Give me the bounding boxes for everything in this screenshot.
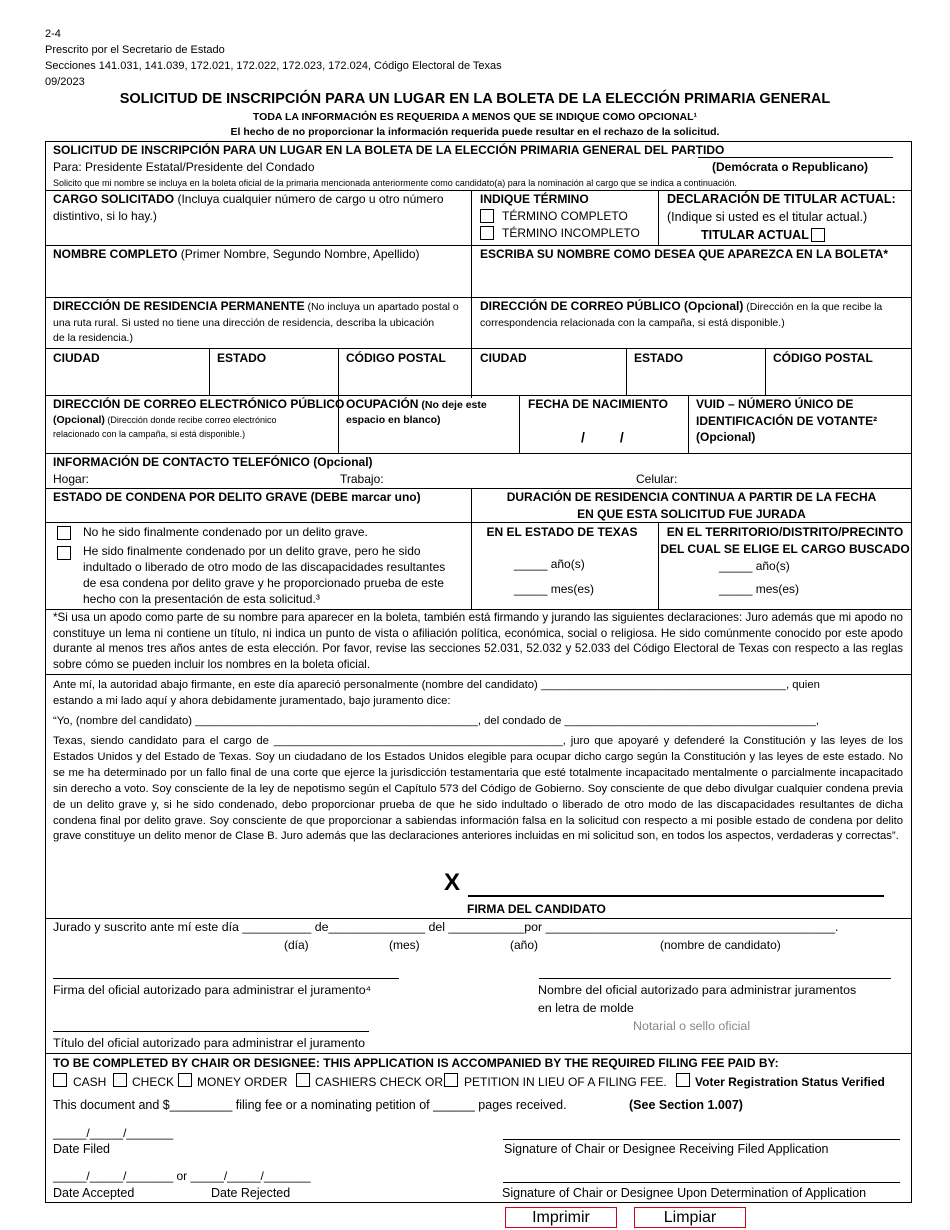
- pardoned-label-4: hecho con la presentación de esta solicitud.³: [83, 592, 320, 606]
- candidate-signature-label: FIRMA DEL CANDIDATO: [467, 902, 606, 916]
- divider: [45, 522, 912, 523]
- occupation-hint-2: espacio en blanco): [346, 414, 441, 426]
- term-label: INDIQUE TÉRMINO: [480, 192, 589, 206]
- territory-years-field[interactable]: _____ año(s): [719, 559, 790, 573]
- divider: [519, 395, 520, 453]
- residence-city-field[interactable]: CIUDAD: [53, 351, 100, 365]
- term-full-checkbox[interactable]: [480, 209, 494, 223]
- addressee: Para: Presidente Estatal/Presidente del Condado: [53, 160, 315, 174]
- office-hint: (Incluya cualquier número de cargo u otro número: [174, 192, 444, 206]
- form-number: 2-4: [45, 28, 61, 40]
- occupation-hint: (No deje este: [418, 399, 487, 411]
- check-checkbox[interactable]: [113, 1073, 127, 1087]
- print-button[interactable]: Imprimir: [505, 1207, 617, 1228]
- divider: [45, 1053, 912, 1054]
- voter-status-checkbox[interactable]: [676, 1073, 690, 1087]
- not-convicted-checkbox[interactable]: [57, 526, 71, 540]
- residence-hint: (No incluya un apartado postal o: [304, 301, 459, 313]
- date-filed-field[interactable]: _____/_____/_______: [53, 1126, 174, 1140]
- check-label: CHECK: [132, 1075, 175, 1089]
- oath-body: Texas, siendo candidato para el cargo de ______________________________________________, juro que apoyaré y defenderé la Constitución y las leyes de los Estados Unidos y del Estado de Texas. Soy un ciudadano de los Estados Unidos elegible para ocupar dicho cargo según la Constitución y las leyes de este estado. No se me ha determinado por un fallo final de una corte que ejerce la jurisdicción testamentaria que esté totalmente incapacitado mentalmente o parcialmente incapacitado sin derecho a voto. Soy consciente de la ley de nepotismo según el Capítulo 573 del Código de Gobierno. Soy consciente de que debo divulgar cualquier condena previa de un delito grave y, si he sido condenado, debo proporcionar prueba de que he sido indultado o liberado de otro modo de las discapacidades resultantes de dicha condena final por delito grave. Soy consciente de que proporcionar a sabiendas información falsa en la solicitud con respecto a mi posible estado de condena por delito grave constituye un delito menor de Clase B. Juro además que las declaraciones anteriores incluidas en mi solicitud son, en todos los aspectos, verdaderas y correctas”.: [53, 735, 903, 843]
- sworn-line: Jurado y suscrito ante mí este día __________ de______________ del ___________por __________________________________________.: [53, 920, 839, 934]
- candidate-name-caption: (nombre de candidato): [660, 938, 781, 952]
- receiving-signature-label: Signature of Chair or Designee Receiving Filed Application: [504, 1142, 829, 1156]
- full-name-hint: (Primer Nombre, Segundo Nombre, Apellido): [177, 247, 420, 261]
- incumbent-check-label: TITULAR ACTUAL: [701, 228, 809, 242]
- see-section: (See Section 1.007): [629, 1098, 743, 1112]
- incumbent-label: DECLARACIÓN DE TITULAR ACTUAL:: [667, 192, 896, 206]
- mailing-zip-field[interactable]: CÓDIGO POSTAL: [773, 351, 873, 365]
- party-heading: SOLICITUD DE INSCRIPCIÓN PARA UN LUGAR EN LA BOLETA DE LA ELECCIÓN PRIMARIA GENERAL DEL PARTIDO: [53, 143, 725, 157]
- officer-title-label: Título del oficial autorizado para administrar el juramento: [53, 1036, 365, 1050]
- residence-zip-field[interactable]: CÓDIGO POSTAL: [346, 351, 446, 365]
- vuid-label-2: IDENTIFICACIÓN DE VOTANTE²: [696, 414, 878, 428]
- email-hint: (Dirección donde recibe correo electrónico: [104, 415, 277, 425]
- office-hint-line2: distintivo, si lo hay.): [53, 209, 157, 223]
- full-name-label: NOMBRE COMPLETO: [53, 247, 178, 261]
- divider: [338, 348, 339, 395]
- divider: [626, 348, 627, 395]
- receiving-signature-line[interactable]: [503, 1139, 900, 1140]
- residence-hint-3: de la residencia.): [53, 332, 133, 344]
- money-order-label: MONEY ORDER: [197, 1075, 288, 1089]
- residence-duration-heading-1: DURACIÓN DE RESIDENCIA CONTINUA A PARTIR DE LA FECHA: [506, 490, 877, 504]
- cashiers-check-label: CASHIERS CHECK OR: [315, 1075, 444, 1089]
- pardoned-label-1: He sido finalmente condenado por un delito grave, pero he sido: [83, 544, 421, 558]
- candidate-signature-line[interactable]: [468, 895, 884, 897]
- determination-signature-line[interactable]: [503, 1182, 900, 1183]
- email-hint-2: relacionado con la campaña, si está disponible.): [53, 429, 246, 439]
- phone-label: INFORMACIÓN DE CONTACTO TELEFÓNICO (Opcional): [53, 455, 373, 469]
- divider: [45, 190, 912, 191]
- vuid-field[interactable]: (Opcional): [696, 430, 756, 444]
- incumbent-hint: (Indique si usted es el titular actual.): [667, 210, 868, 224]
- oath-yo-line: “Yo, (nombre del candidato) _____________________________________________, del condado de ________________________________________,: [53, 715, 819, 727]
- vuid-label-1: VUID – NÚMERO ÚNICO DE: [696, 397, 854, 411]
- divider: [209, 348, 210, 395]
- party-hint: (Demócrata o Republicano): [712, 160, 869, 174]
- prescribed-by: Prescrito por el Secretario de Estado: [45, 44, 225, 56]
- territory-months-field[interactable]: _____ mes(es): [719, 582, 800, 596]
- money-order-checkbox[interactable]: [178, 1073, 192, 1087]
- mailing-hint: (Dirección en la que recibe la: [743, 301, 883, 313]
- divider: [45, 453, 912, 454]
- voter-status-label: Voter Registration Status Verified: [695, 1075, 885, 1089]
- officer-name-line[interactable]: [539, 978, 891, 979]
- mailing-hint-2: correspondencia relacionada con la campaña, si está disponible.): [480, 317, 785, 329]
- residence-label: DIRECCIÓN DE RESIDENCIA PERMANENTE: [53, 299, 305, 313]
- date-rejected-label: Date Rejected: [211, 1186, 291, 1200]
- code-sections: Secciones 141.031, 141.039, 172.021, 172.022, 172.023, 172.024, Código Electoral de Texas: [45, 60, 502, 72]
- rejection-notice: El hecho de no proporcionar la información requerida puede resultar en el rechazo de la solicitud.: [230, 126, 720, 138]
- divider: [45, 918, 912, 919]
- texas-years-field[interactable]: _____ año(s): [514, 557, 585, 571]
- year-caption: (año): [510, 938, 539, 952]
- chair-heading: TO BE COMPLETED BY CHAIR OR DESIGNEE: THIS APPLICATION IS ACCOMPANIED BY THE REQUIRED FILING FEE PAID BY:: [53, 1056, 779, 1070]
- term-unexpired-checkbox[interactable]: [480, 226, 494, 240]
- document-received-line: This document and $_________ filing fee or a nominating petition of ______ pages received.: [53, 1098, 567, 1112]
- divider: [45, 348, 912, 349]
- residence-duration-heading-2: EN QUE ESTA SOLICITUD FUE JURADA: [577, 507, 806, 521]
- request-statement: Solicito que mi nombre se incluya en la boleta oficial de la primaria mencionada anteriormente como candidato(a) para la nominación al cargo que se indica a continuación.: [53, 178, 737, 188]
- divider: [471, 190, 472, 398]
- cash-checkbox[interactable]: [53, 1073, 67, 1087]
- mailing-state-field[interactable]: ESTADO: [634, 351, 684, 365]
- ballot-name-field[interactable]: ESCRIBA SU NOMBRE COMO DESEA QUE APAREZCA EN LA BOLETA*: [480, 247, 889, 261]
- work-phone-field[interactable]: Trabajo:: [340, 472, 384, 486]
- office-label: CARGO SOLICITADO: [53, 192, 175, 206]
- day-caption: (día): [284, 938, 309, 952]
- home-phone-field[interactable]: Hogar:: [53, 472, 90, 486]
- required-notice: TODA LA INFORMACIÓN ES REQUERIDA A MENOS QUE SE INDIQUE COMO OPCIONAL¹: [252, 111, 698, 123]
- residence-state-field[interactable]: ESTADO: [217, 351, 267, 365]
- texas-months-field[interactable]: _____ mes(es): [514, 582, 595, 596]
- dob-label: FECHA DE NACIMIENTO: [528, 397, 669, 411]
- clear-button[interactable]: Limpiar: [634, 1207, 746, 1228]
- pardoned-checkbox[interactable]: [57, 546, 71, 560]
- page-title: SOLICITUD DE INSCRIPCIÓN PARA UN LUGAR EN LA BOLETA DE LA ELECCIÓN PRIMARIA GENERAL: [119, 91, 831, 107]
- divider: [45, 674, 912, 675]
- date-accepted-rejected-field[interactable]: _____/_____/_______ or _____/_____/_______: [53, 1169, 311, 1183]
- divider: [658, 190, 659, 246]
- divider: [338, 395, 339, 453]
- mailing-city-field[interactable]: CIUDAD: [480, 351, 527, 365]
- email-field[interactable]: [53, 413, 277, 429]
- signature-x: X: [444, 869, 461, 896]
- mailing-address-field[interactable]: [480, 299, 882, 315]
- mailing-label: DIRECCIÓN DE CORREO PÚBLICO (Opcional): [480, 299, 744, 313]
- term-full-label: TÉRMINO COMPLETO: [502, 209, 628, 223]
- residence-address-field[interactable]: [53, 299, 459, 315]
- pardoned-label-2: indultado o liberado de otro modo de las discapacidades resultantes: [83, 560, 446, 574]
- dob-field[interactable]: / /: [581, 429, 624, 445]
- term-unexpired-label: TÉRMINO INCOMPLETO: [502, 226, 640, 240]
- occupation-field[interactable]: [346, 397, 487, 413]
- divider: [45, 245, 912, 246]
- occupation-label: OCUPACIÓN: [346, 397, 419, 411]
- date-accepted-label: Date Accepted: [53, 1186, 135, 1200]
- officer-name-label-2: en letra de molde: [538, 1001, 634, 1015]
- officer-name-label-1: Nombre del oficial autorizado para administrar juramentos: [538, 983, 857, 997]
- office-label-line1: [53, 192, 444, 208]
- determination-signature-label: Signature of Chair or Designee Upon Determination of Application: [502, 1186, 867, 1200]
- form-date: 09/2023: [45, 76, 85, 88]
- date-filed-label: Date Filed: [53, 1142, 110, 1156]
- divider: [45, 395, 912, 396]
- not-convicted-label: No he sido finalmente condenado por un delito grave.: [83, 525, 368, 539]
- nickname-statement: *Si usa un apodo como parte de su nombre para aparecer en la boleta, también está firmando y jurando las siguientes declaraciones: Juro además que mi apodo no constituye un lema ni contiene un título, ni indica un punto de vista o afiliación política, económica, social o religiosa. He sido comúnmente conocido por este apodo durante al menos tres años antes de esta elección. Por favor, revise las secciones 52.031, 52.032 y 52.033 del Código Electoral de Texas con respecto a las reglas sobre cómo se pueden incluir los nombres en la boleta oficial.: [53, 611, 903, 672]
- cashiers-check-checkbox[interactable]: [296, 1073, 310, 1087]
- petition-checkbox[interactable]: [444, 1073, 458, 1087]
- pardoned-label-3: de esa condena por delito grave y he proporcionado prueba de este: [83, 576, 444, 590]
- officer-title-line[interactable]: [53, 1031, 369, 1032]
- residence-hint-2: una ruta rural. Si usted no tiene una dirección de residencia, describa la ubicación: [53, 317, 435, 329]
- oath-intro-2: estando a mi lado aquí y ahora debidamente juramentado, bajo juramento dice:: [53, 695, 451, 707]
- officer-signature-line[interactable]: [53, 978, 399, 979]
- divider: [45, 488, 912, 489]
- cash-label: CASH: [73, 1075, 107, 1089]
- cell-phone-field[interactable]: Celular:: [636, 472, 678, 486]
- email-optional: (Opcional): [53, 414, 105, 426]
- month-caption: (mes): [389, 938, 420, 952]
- divider: [688, 395, 689, 453]
- territory-label-1: EN EL TERRITORIO/DISTRITO/PRECINTO: [666, 525, 904, 539]
- divider: [45, 297, 912, 298]
- notary-seal-area: Notarial o sello oficial: [633, 1019, 751, 1033]
- full-name-field[interactable]: [53, 247, 420, 263]
- party-field[interactable]: [698, 157, 893, 158]
- divider: [765, 348, 766, 395]
- email-label: DIRECCIÓN DE CORREO ELECTRÓNICO PÚBLICO: [53, 397, 345, 411]
- texas-label: EN EL ESTADO DE TEXAS: [486, 525, 638, 539]
- felony-label: ESTADO DE CONDENA POR DELITO GRAVE (DEBE marcar uno): [53, 490, 421, 504]
- oath-intro-1: Ante mí, la autoridad abajo firmante, en este día apareció personalmente (nombre del candidato) _______________________________________, quien: [53, 679, 820, 691]
- officer-signature-label: Firma del oficial autorizado para administrar el juramento⁴: [53, 983, 371, 997]
- incumbent-checkbox[interactable]: [811, 228, 825, 242]
- territory-label-2: DEL CUAL SE ELIGE EL CARGO BUSCADO: [660, 542, 910, 556]
- petition-label: PETITION IN LIEU OF A FILING FEE.: [464, 1075, 667, 1089]
